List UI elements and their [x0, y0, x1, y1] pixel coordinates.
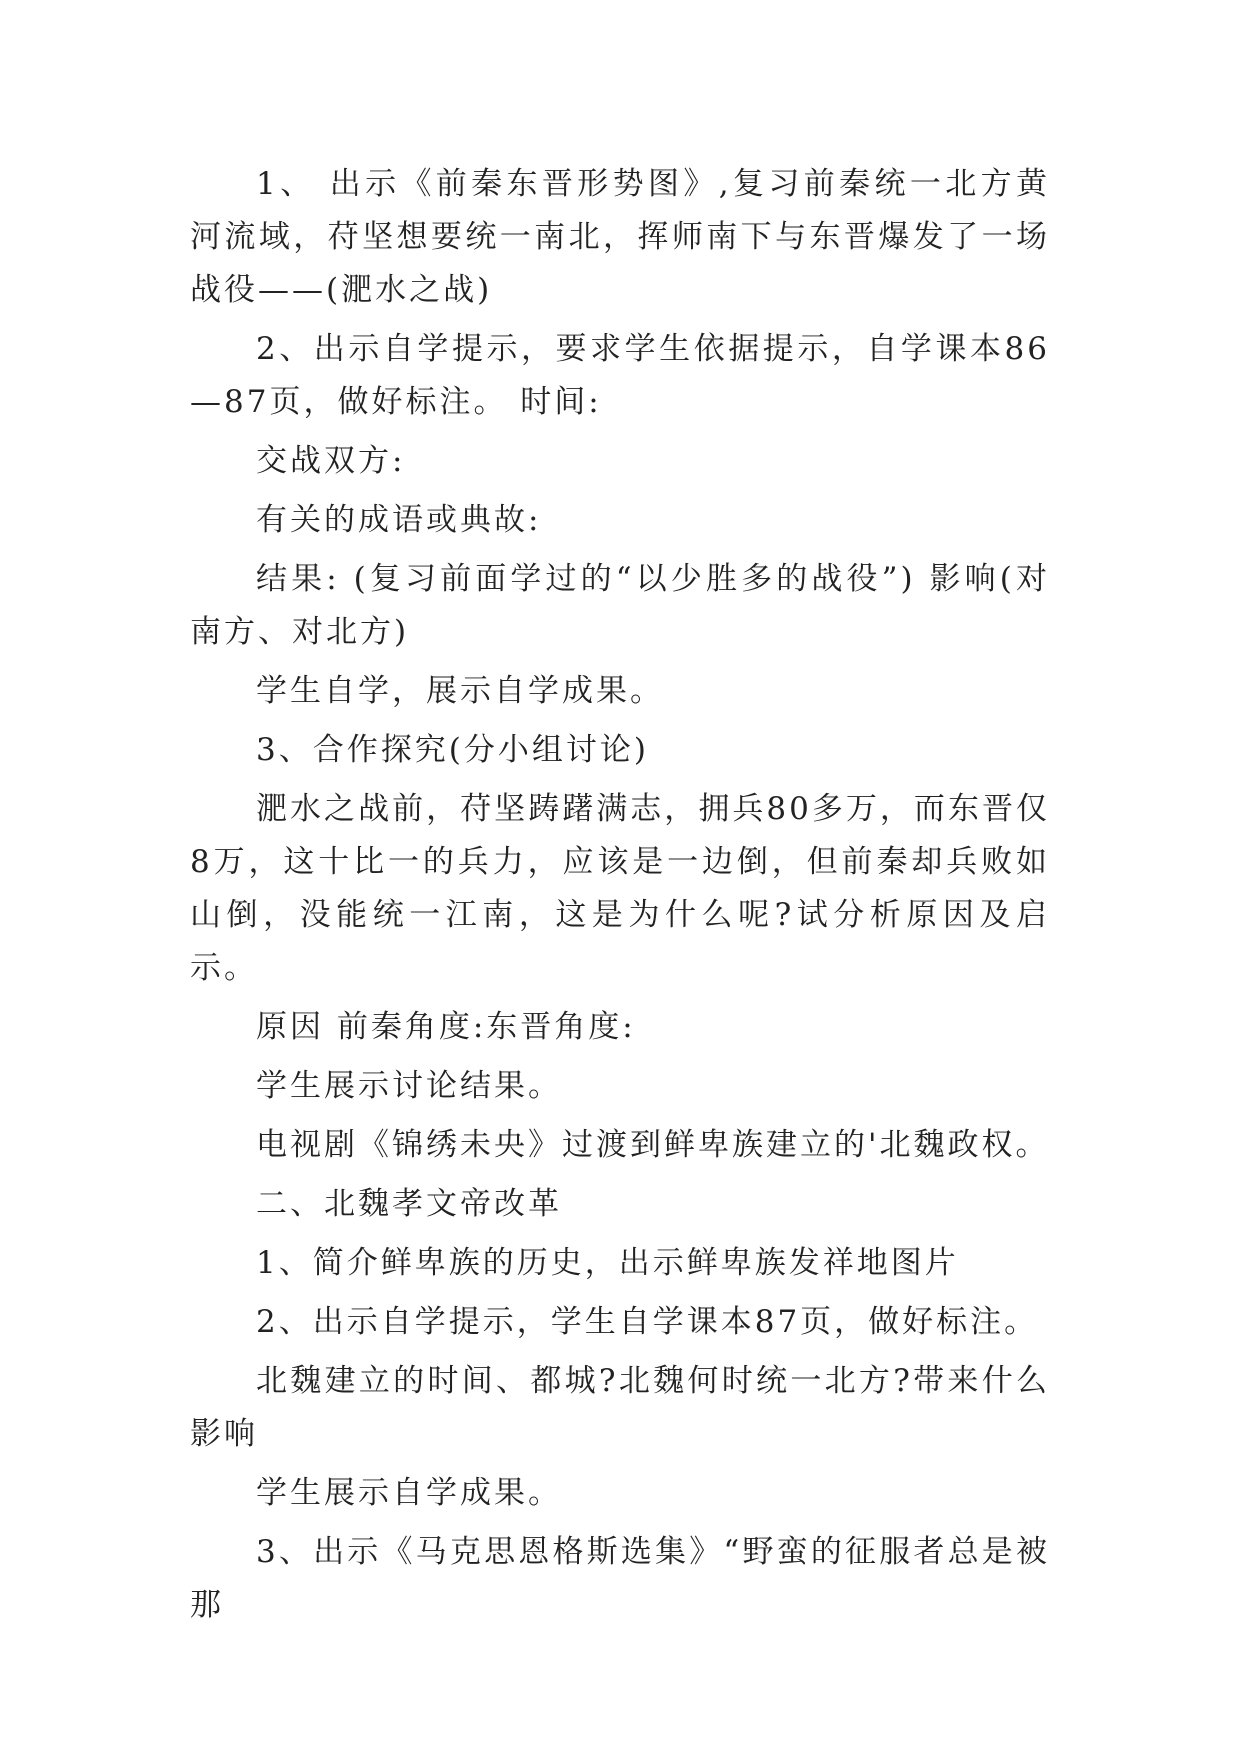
- paragraph-4: 有关的成语或典故:: [256, 502, 542, 538]
- paragraph-1: 1、 出示《前秦东晋形势图》,复习前秦统一北方黄河流域，苻坚想要统一南北，挥师南下与东晋爆发了一场战役——(淝水之战): [190, 166, 1050, 308]
- paragraph-9: 原因 前秦角度:东晋角度:: [256, 1009, 636, 1045]
- paragraph-5: 结果: (复习前面学过的“以少胜多的战役”) 影响(对南方、对北方): [190, 561, 1050, 650]
- paragraph-3: 交战双方:: [256, 443, 406, 479]
- paragraph-8: 淝水之战前，苻坚踌躇满志，拥兵80多万，而东晋仅8万，这十比一的兵力，应该是一边倒，但前秦却兵败如山倒，没能统一江南，这是为什么呢?试分析原因及启示。: [190, 791, 1050, 986]
- document-body: [190, 158, 1050, 1638]
- paragraph-10: 学生展示讨论结果。: [256, 1068, 562, 1104]
- paragraph-16: 学生展示自学成果。: [256, 1475, 562, 1511]
- paragraph-15: 北魏建立的时间、都城?北魏何时统一北方?带来什么影响: [190, 1363, 1050, 1452]
- paragraph-14: 2、出示自学提示，学生自学课本87页，做好标注。: [256, 1304, 1039, 1340]
- paragraph-11: 电视剧《锦绣未央》过渡到鲜卑族建立的'北魏政权。: [256, 1127, 1050, 1163]
- paragraph-6: 学生自学，展示自学成果。: [256, 673, 664, 709]
- paragraph-2: 2、出示自学提示，要求学生依据提示，自学课本86—87页，做好标注。 时间:: [190, 331, 1050, 420]
- paragraph-13: 1、简介鲜卑族的历史，出示鲜卑族发祥地图片: [256, 1245, 959, 1281]
- paragraph-17: 3、出示《马克思恩格斯选集》“野蛮的征服者总是被那: [190, 1534, 1050, 1623]
- paragraph-7: 3、合作探究(分小组讨论): [256, 732, 649, 768]
- section-heading: 二、北魏孝文帝改革: [256, 1186, 562, 1222]
